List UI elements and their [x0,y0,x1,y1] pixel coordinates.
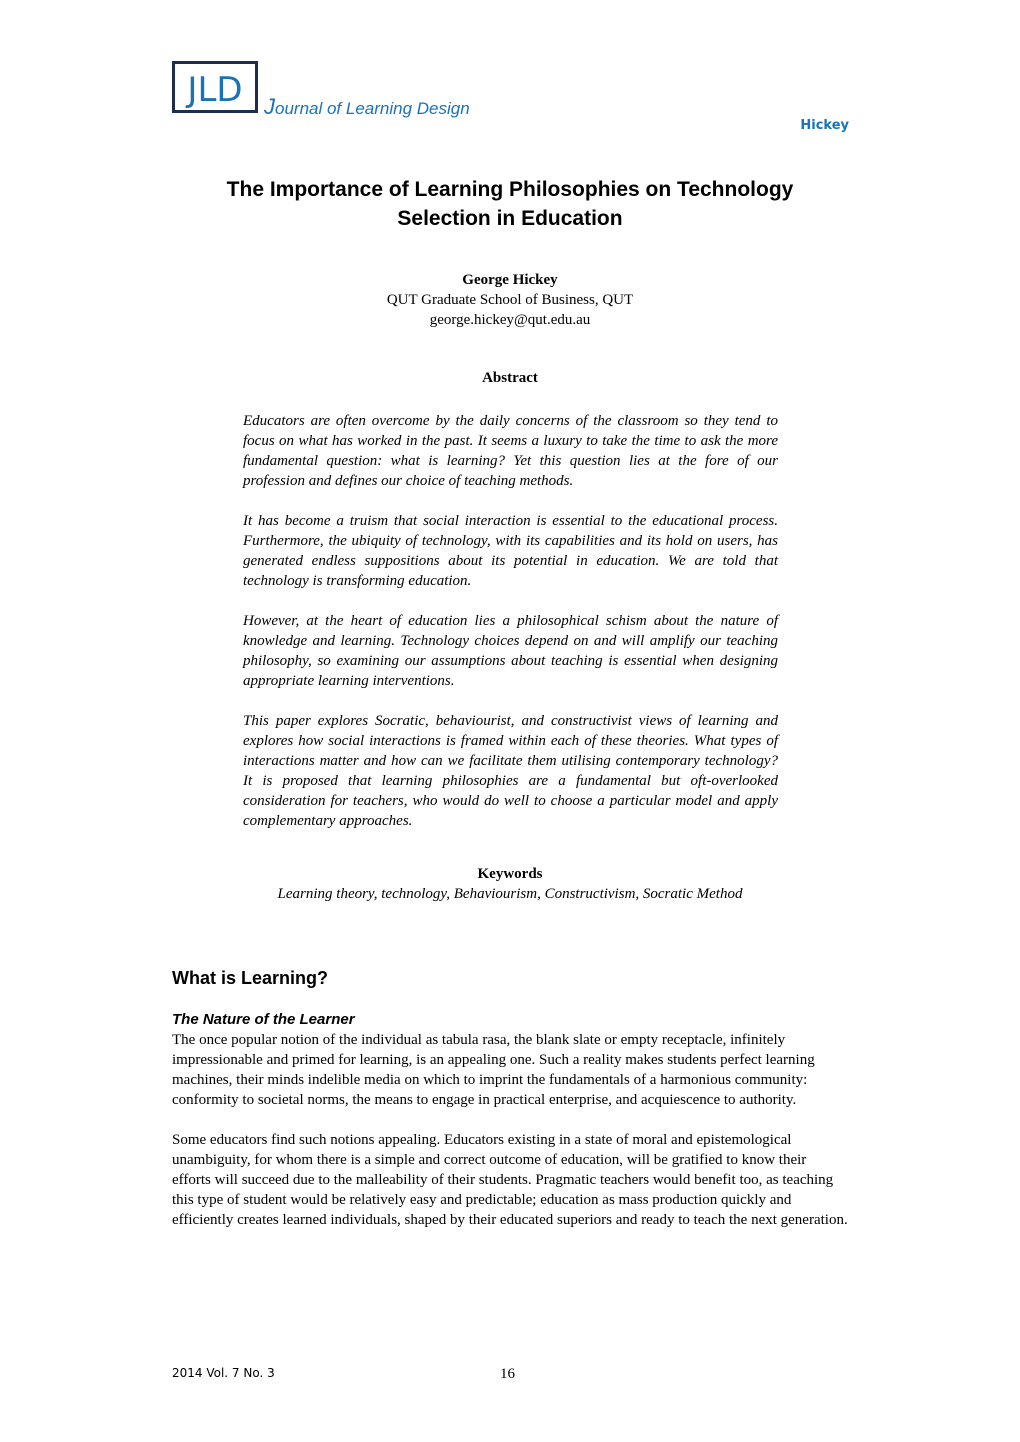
page-number: 16 [500,1366,515,1382]
journal-name-initial: J [264,94,275,119]
title-line-2: Selection in Education [397,207,623,230]
keywords-heading: Keywords [477,866,543,882]
logo-text: JLD [187,70,243,110]
issue-info: 2014 Vol. 7 No. 3 [172,1366,275,1380]
abstract-paragraph: However, at the heart of education lies a philosophical schism about the nature of knowledge and learning. Technology choices depend on and will amplify our teaching philosophy, so examining our assumptions about teaching is essential when designing appropriate learning interventions. [243,613,778,689]
running-head: Hickey [800,118,849,133]
section-heading: What is Learning? [172,968,329,988]
subsection-heading: The Nature of the Learner [172,1011,355,1028]
author-name: George Hickey [462,272,558,288]
journal-name-rest: ournal of Learning Design [275,99,470,118]
abstract-heading: Abstract [482,370,538,386]
author-affiliation: QUT Graduate School of Business, QUT [386,292,634,308]
jld-logo [172,61,258,113]
journal-name [264,94,470,120]
keywords-list: Learning theory, technology, Behaviourism, Constructivism, Socratic Method [277,886,743,902]
paper-title [140,175,880,233]
abstract-paragraph: Educators are often overcome by the daily concerns of the classroom so they tend to focus on what has worked in the past. It seems a luxury to take the time to ask the more fundamental question: what is learning? Yet this question lies at the fore of our profession and defines our choice of teaching methods. [243,413,778,489]
author-email: george.hickey@qut.edu.au [429,312,591,328]
body-paragraph: The once popular notion of the individual as tabula rasa, the blank slate or empty receptacle, infinitely impressionable and primed for learning, is an appealing one. Such a reality makes students perfect learning machines, their minds indelible media on which to imprint the fundamentals of a harmonious community: conformity to societal norms, the means to engage in practical enterprise, and acquiescence to authority. [172,1032,815,1108]
abstract-paragraph: This paper explores Socratic, behaviourist, and constructivist views of learning and explores how social interactions is framed within each of these theories. What types of interactions matter and how can we facilitate them utilising contemporary technology? It is proposed that learning philosophies are a fundamental but oft-overlooked consideration for teachers, who would do well to choose a particular model and apply complementary approaches. [243,713,778,829]
abstract-paragraph: It has become a truism that social interaction is essential to the educational process. Furthermore, the ubiquity of technology, with its capabilities and its hold on users, has generated endless suppositions about its potential in education. We are told that technology is transforming education. [243,513,778,589]
body-paragraph: Some educators find such notions appealing. Educators existing in a state of moral and epistemological unambiguity, for whom there is a simple and correct outcome of education, will be gratified to know their efforts will succeed due to the malleability of their students. Pragmatic teachers would benefit too, as teaching this type of student would be relatively easy and predictable; education as mass production quickly and efficiently creates learned individuals, shaped by their educated superiors and ready to teach the next generation. [172,1132,848,1228]
body-text [172,1030,848,1250]
title-line-1: The Importance of Learning Philosophies on Technology [226,178,794,201]
abstract-body [243,411,778,831]
